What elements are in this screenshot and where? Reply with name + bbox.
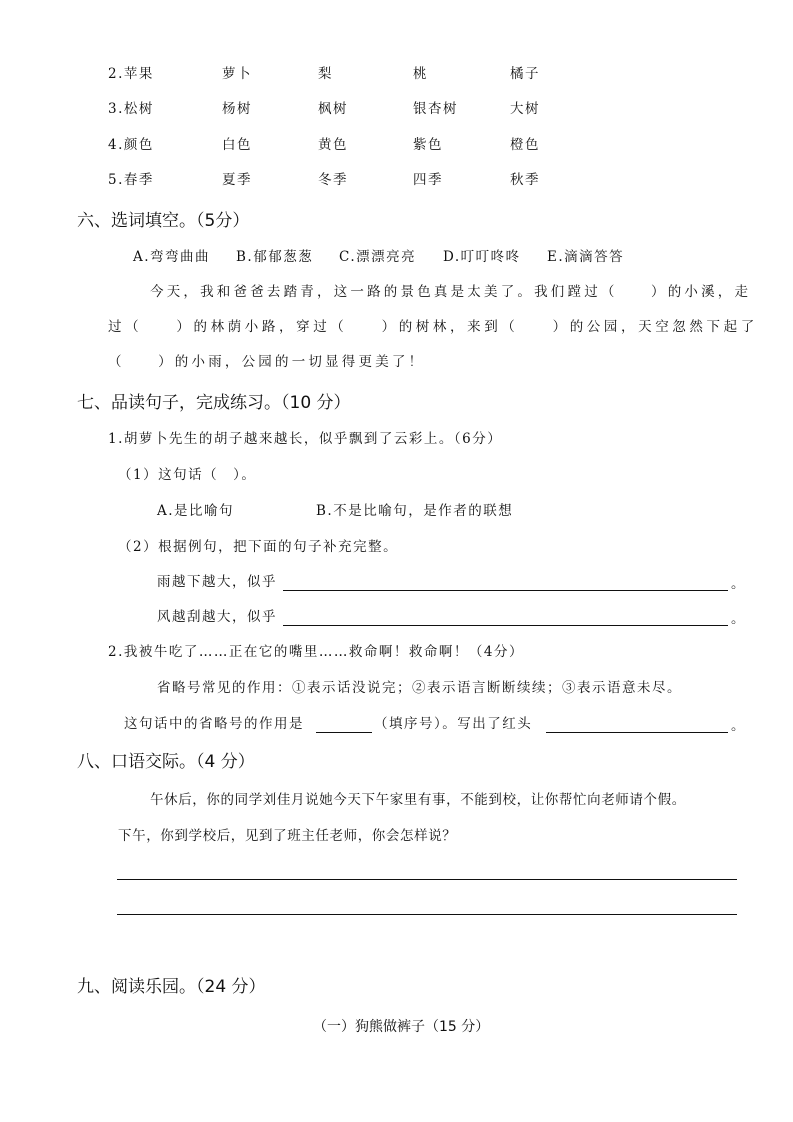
word-cell: 4.颜色	[108, 137, 154, 153]
option-c: C.漂漂亮亮	[339, 249, 417, 265]
word-cell: 大树	[510, 101, 540, 117]
period: 。	[731, 718, 746, 734]
section-6-title: 六、选词填空。（5分）	[77, 211, 250, 231]
answer-line-3[interactable]	[316, 732, 372, 733]
word-cell: 橘子	[510, 66, 540, 82]
answer-line-1[interactable]	[283, 590, 728, 591]
word-cell: 5.春季	[108, 172, 154, 188]
option-a: A.弯弯曲曲	[133, 249, 211, 265]
answer-line-5[interactable]	[117, 879, 737, 880]
question-2-prompt-b: （填序号）。写出了红头	[374, 716, 533, 732]
word-cell: 萝卜	[222, 66, 252, 82]
option-b: B.郁郁葱葱	[236, 249, 314, 265]
ellipsis-note: 省略号常见的作用：①表示话没说完；②表示语言断断续续；③表示语意未尽。	[157, 680, 682, 696]
word-cell: 白色	[222, 137, 252, 153]
passage-title: （一）狗熊做裤子（15 分）	[313, 1019, 490, 1035]
word-cell: 枫树	[318, 101, 348, 117]
option-e: E.滴滴答答	[547, 249, 625, 265]
word-cell: 夏季	[222, 172, 252, 188]
section-9-title: 九、阅读乐园。（24 分）	[77, 977, 266, 997]
word-cell: 橙色	[510, 137, 540, 153]
choice-b: B.不是比喻句，是作者的联想	[316, 503, 514, 519]
answer-line-2[interactable]	[283, 625, 728, 626]
word-cell: 桃	[413, 66, 428, 82]
option-d: D.叮叮咚咚	[443, 249, 521, 265]
period: 。	[731, 611, 746, 627]
paragraph-line: （ ）的小雨，公园的一切显得更美了！	[108, 354, 426, 370]
word-cell: 黄色	[318, 137, 348, 153]
word-cell: 紫色	[413, 137, 443, 153]
question-1-2: （2）根据例句，把下面的句子补充完整。	[118, 539, 399, 555]
choice-a: A.是比喻句	[157, 503, 235, 519]
word-cell: 杨树	[222, 101, 252, 117]
word-cell: 银杏树	[413, 101, 458, 117]
word-cell: 2.苹果	[108, 66, 154, 82]
section-8-title: 八、口语交际。（4 分）	[77, 752, 255, 772]
paragraph-line: 下午，你到学校后，见到了班主任老师，你会怎样说？	[118, 828, 457, 844]
answer-line-4[interactable]	[546, 732, 728, 733]
fill-prompt-1: 雨越下越大，似乎	[157, 574, 277, 590]
paragraph-line: 今天，我和爸爸去踏青，这一路的景色真是太美了。我们蹚过（ ）的小溪，走	[150, 284, 752, 300]
word-cell: 冬季	[318, 172, 348, 188]
question-2-prompt-a: 这句话中的省略号的作用是	[124, 716, 304, 732]
question-2: 2.我被牛吃了……正在它的嘴里……救命啊！救命啊！（4分）	[108, 644, 524, 660]
section-7-title: 七、品读句子，完成练习。（10 分）	[77, 393, 351, 413]
fill-prompt-2: 风越刮越大，似乎	[157, 609, 277, 625]
word-cell: 3.松树	[108, 101, 154, 117]
word-cell: 梨	[318, 66, 333, 82]
period: 。	[731, 576, 746, 592]
word-cell: 秋季	[510, 172, 540, 188]
answer-line-6[interactable]	[117, 914, 737, 915]
question-1: 1.胡萝卜先生的胡子越来越长，似乎飘到了云彩上。（6分）	[108, 431, 503, 447]
word-cell: 四季	[413, 172, 443, 188]
paragraph-line: 午休后，你的同学刘佳月说她今天下午家里有事，不能到校，让你帮忙向老师请个假。	[150, 792, 686, 808]
paragraph-line: 过（ ）的林荫小路，穿过（ ）的树林，来到（ ）的公园，天空忽然下起了	[108, 319, 758, 335]
question-1-1: （1）这句话（ ）。	[118, 467, 257, 483]
